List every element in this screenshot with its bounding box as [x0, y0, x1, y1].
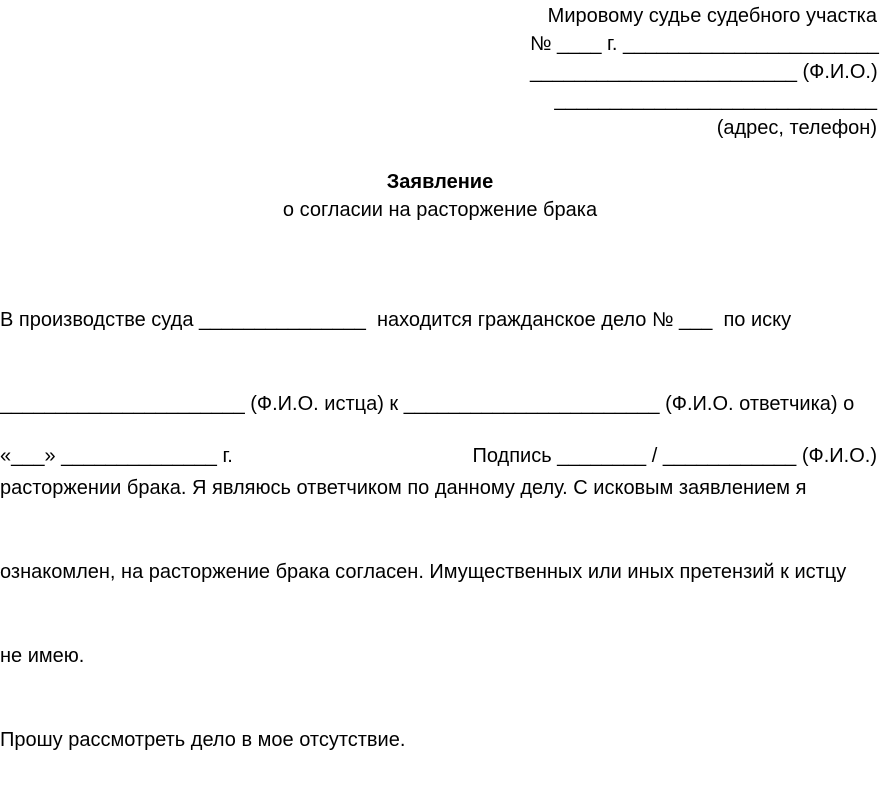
- date-field: «___» ______________ г.: [0, 445, 233, 467]
- addressee-court-line: Мировому судье судебного участка: [547, 5, 877, 27]
- body-line-1: В производстве суда _______________ находится гражданское дело № ___ по иску: [0, 309, 792, 331]
- addressee-address-label: (адрес, телефон): [716, 117, 877, 139]
- statement-body: [0, 250, 880, 810]
- addressee-number-line: № ____ г. _______________________: [530, 33, 879, 55]
- body-line-4: ознакомлен, на расторжение брака согласен. Имущественных или иных претензий к истцу: [0, 561, 847, 583]
- document-title: Заявление: [386, 171, 494, 193]
- body-line-5: не имею.: [0, 645, 85, 667]
- addressee-block: [530, 2, 877, 142]
- body-line-3: расторжении брака. Я являюсь ответчиком по данному делу. С исковым заявлением я: [0, 477, 807, 499]
- footer: [0, 442, 880, 470]
- document-subtitle: о согласии на расторжение брака: [282, 199, 598, 221]
- body-line-2: ______________________ (Ф.И.О. истца) к _______________________ (Ф.И.О. ответчика) о: [0, 393, 855, 415]
- signature-field: Подпись ________ / ____________ (Ф.И.О.): [472, 445, 877, 467]
- body-line-6: Прошу рассмотреть дело в мое отсутствие.: [0, 729, 406, 751]
- addressee-address-line: _____________________________: [554, 89, 877, 111]
- addressee-name-line: ________________________ (Ф.И.О.): [530, 61, 878, 83]
